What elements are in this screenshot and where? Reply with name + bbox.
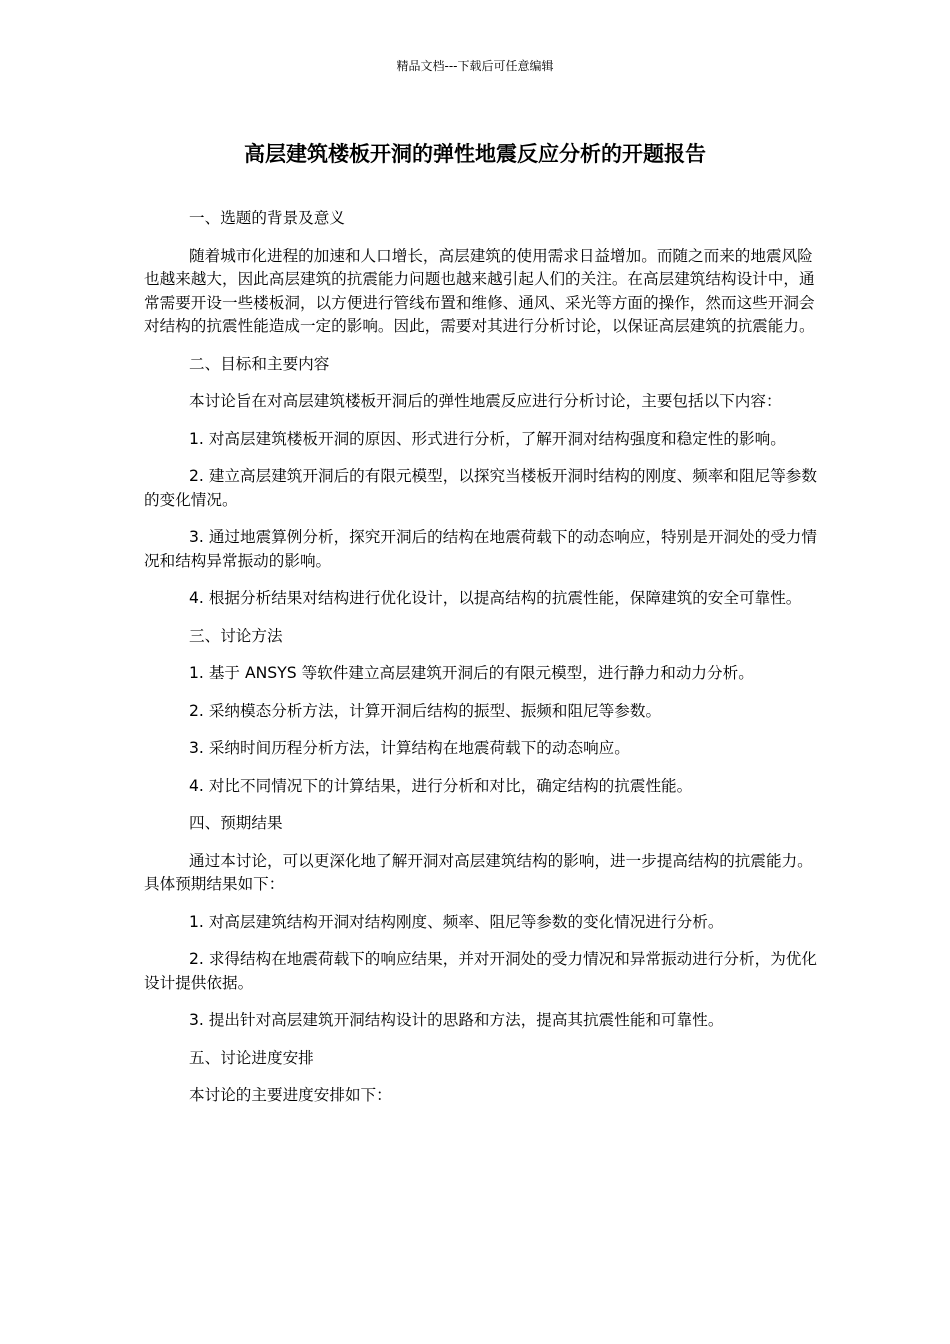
section-heading-expected-results: 四、预期结果 [189, 814, 283, 832]
goal-item-2: 2. 建立高层建筑开洞后的有限元模型，以探究当楼板开洞时结构的刚度、频率和阻尼等参数的变化情况。 [144, 467, 817, 509]
header-note: 精品文档---下载后可任意编辑 [396, 59, 554, 73]
result-item-2: 2. 求得结构在地震荷载下的响应结果，并对开洞处的受力情况和异常振动进行分析，为优化设计提供依据。 [144, 950, 817, 992]
document-title: 高层建筑楼板开洞的弹性地震反应分析的开题报告 [244, 142, 706, 166]
result-item-3: 3. 提出针对高层建筑开洞结构设计的思路和方法，提高其抗震性能和可靠性。 [189, 1011, 724, 1029]
section-heading-goals: 二、目标和主要内容 [189, 354, 330, 373]
result-item-1: 1. 对高层建筑结构开洞对结构刚度、频率、阻尼等参数的变化情况进行分析。 [189, 912, 724, 931]
section-heading-schedule: 五、讨论进度安排 [189, 1048, 314, 1067]
paragraph-background: 随着城市化进程的加速和人口增长，高层建筑的使用需求日益增加。而随之而来的地震风险也越来越大，因此高层建筑的抗震能力问题也越来越引起人们的关注。在高层建筑结构设计中，通常需要开设一些楼板洞，以方便进行管线布置和维修、通风、采光等方面的操作，然而这些开洞会对结构的抗震性能造成一定的影响。因此，需要对其进行分析讨论，以保证高层建筑的抗震能力。 [144, 246, 815, 335]
section-heading-methods: 三、讨论方法 [189, 626, 283, 645]
goal-item-3: 3. 通过地震算例分析，探究开洞后的结构在地震荷载下的动态响应，特别是开洞处的受力情况和结构异常振动的影响。 [144, 528, 817, 570]
paragraph-schedule-intro: 本讨论的主要进度安排如下： [189, 1086, 392, 1104]
paragraph-goals-intro: 本讨论旨在对高层建筑楼板开洞后的弹性地震反应进行分析讨论，主要包括以下内容： [189, 392, 782, 410]
paragraph-expected-intro: 通过本讨论，可以更深化地了解开洞对高层建筑结构的影响，进一步提高结构的抗震能力。具体预期结果如下： [144, 851, 813, 893]
document-body [144, 207, 820, 1122]
method-item-3: 3. 采纳时间历程分析方法，计算结构在地震荷载下的动态响应。 [189, 739, 630, 757]
method-item-4: 4. 对比不同情况下的计算结果，进行分析和对比，确定结构的抗震性能。 [189, 776, 693, 795]
method-item-1: 1. 基于 ANSYS 等软件建立高层建筑开洞后的有限元模型，进行静力和动力分析。 [189, 664, 754, 682]
section-heading-background: 一、选题的背景及意义 [189, 209, 345, 227]
goal-item-1: 1. 对高层建筑楼板开洞的原因、形式进行分析，了解开洞对结构强度和稳定性的影响。 [189, 429, 786, 448]
goal-item-4: 4. 根据分析结果对结构进行优化设计，以提高结构的抗震性能，保障建筑的安全可靠性。 [189, 589, 802, 607]
method-item-2: 2. 采纳模态分析方法，计算开洞后结构的振型、振频和阻尼等参数。 [189, 701, 662, 720]
